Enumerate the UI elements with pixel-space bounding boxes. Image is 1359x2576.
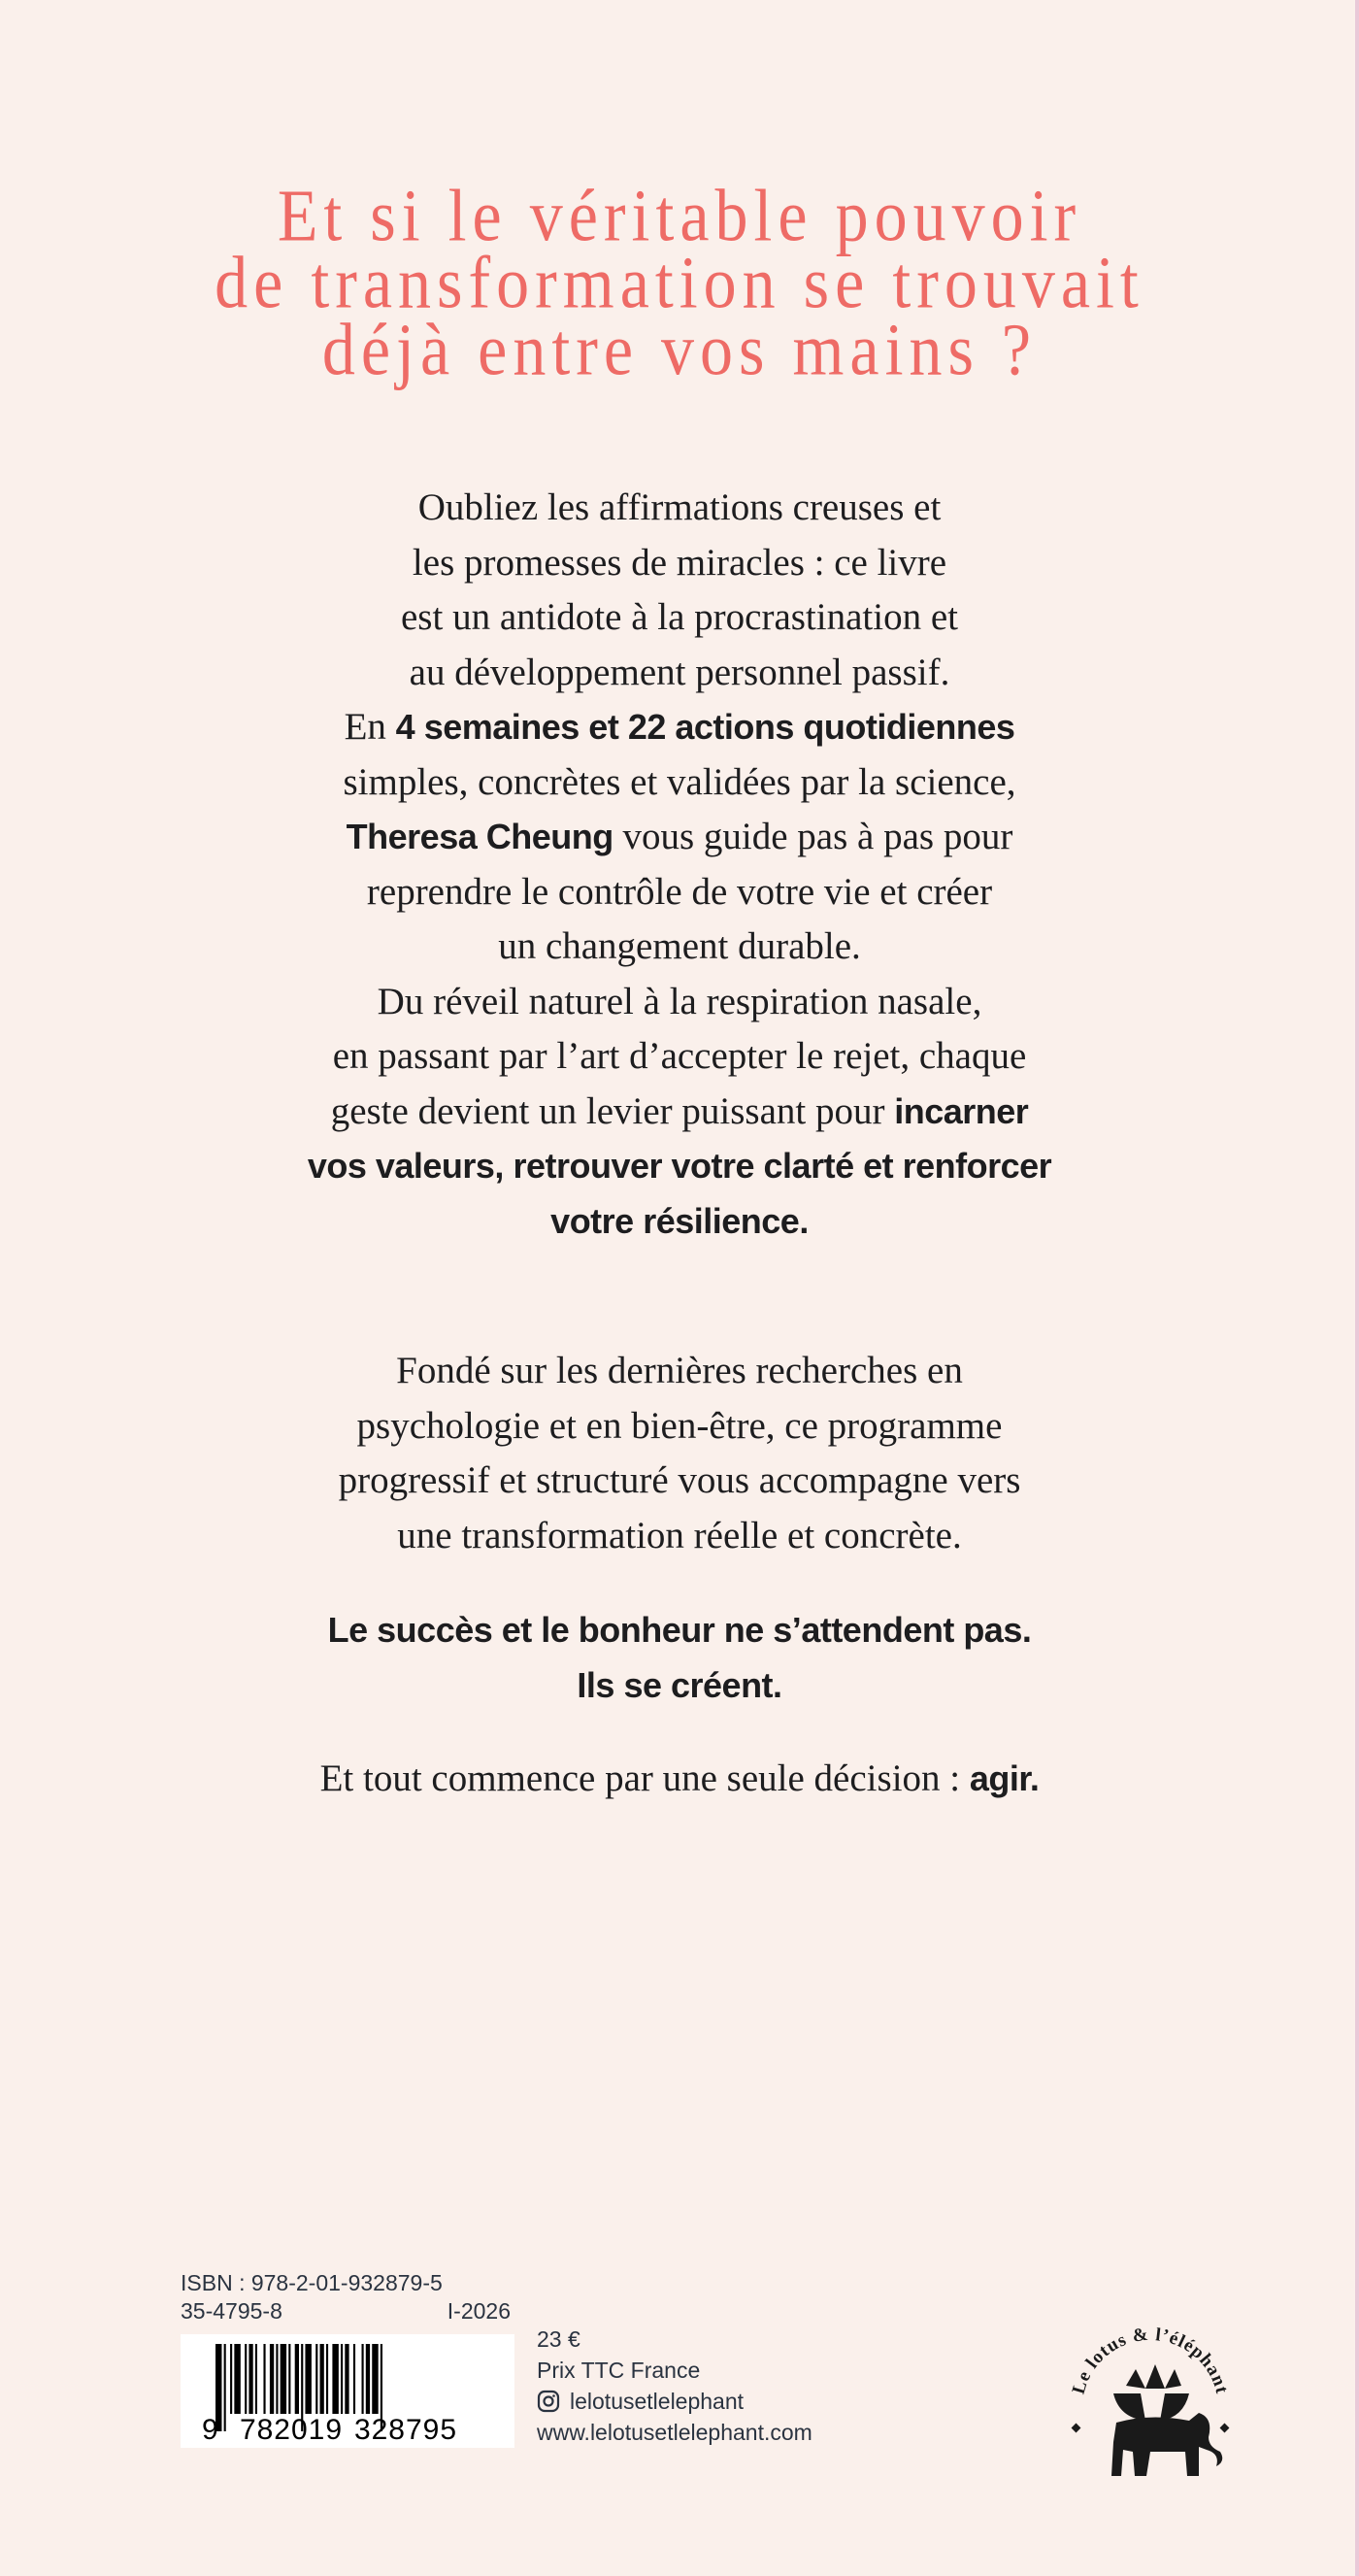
barcode-bar [372, 2344, 378, 2414]
text: Et tout commence par une seule décision : [319, 1757, 970, 1799]
barcode-bar [281, 2344, 286, 2414]
text: vous guide pas à pas pour [613, 816, 1013, 857]
text-line: au développement personnel passif. [409, 651, 950, 693]
publisher-logo [1053, 2316, 1247, 2481]
barcode-bar [305, 2344, 311, 2414]
barcode-bar [249, 2344, 252, 2414]
edition-code: I-2026 [447, 2298, 511, 2324]
text-line: une transformation réelle et concrète. [397, 1514, 962, 1556]
text-line [0, 1085, 1359, 1140]
text: geste devient un levier puissant pour [330, 1089, 895, 1132]
text-line [0, 810, 1359, 865]
isbn: ISBN : 978-2-01-932879-5 [181, 2270, 443, 2295]
headline-line: déjà entre vos mains ? [321, 308, 1038, 391]
barcode-bar [276, 2344, 278, 2414]
price: 23 € [537, 2326, 580, 2352]
barcode-bar [270, 2344, 274, 2414]
barcode-bar [366, 2344, 370, 2414]
text-line [0, 1194, 1359, 1250]
text-line: psychologie et en bien-être, ce programme [356, 1404, 1003, 1447]
barcode [181, 2334, 514, 2448]
text-line: Le succès et le bonheur ne s’attendent pas. [327, 1610, 1032, 1650]
barcode-bar [234, 2344, 240, 2414]
instagram-handle[interactable] [537, 2386, 812, 2417]
barcode-bar [255, 2344, 257, 2414]
text-line: reprendre le contrôle de votre vie et créer [366, 870, 993, 913]
barcode-bar [263, 2344, 265, 2414]
text-line: Ils se créent. [577, 1664, 782, 1705]
closing-line [0, 1752, 1359, 1807]
text-line: simples, concrètes et validées par la science, [343, 760, 1016, 803]
headline-line: de transformation se trouvait [215, 241, 1144, 324]
barcode-bar [345, 2344, 348, 2414]
text-line: Oubliez les affirmations creuses et [417, 486, 942, 528]
barcode-bar [332, 2344, 338, 2414]
price-block [537, 2324, 812, 2448]
text-line: est un antidote à la procrastination et [401, 596, 958, 638]
barcode-bar [295, 2344, 299, 2414]
text-line: progressif et structuré vous accompagne vers [338, 1459, 1021, 1501]
author-name: Theresa Cheung [346, 817, 613, 856]
barcode-bar [320, 2344, 324, 2414]
text-line: un changement durable. [498, 925, 861, 967]
bold-text: 4 semaines et 22 actions quotidiennes [395, 707, 1015, 747]
barcode-bar [315, 2344, 317, 2414]
headline [0, 174, 1359, 391]
price-note: Prix TTC France [537, 2358, 701, 2383]
bold-text: votre résilience. [550, 1200, 809, 1241]
blurb-paragraph-1 [0, 481, 1359, 1249]
isbn-block [181, 2269, 511, 2325]
barcode-digits: 9 [202, 2414, 219, 2446]
text-line: Fondé sur les dernières recherches en [396, 1350, 963, 1391]
instagram-text: lelotusetlelephant [570, 2389, 745, 2414]
barcode-digits: 328795 [353, 2414, 458, 2446]
website-link[interactable]: www.lelotusetlelephant.com [537, 2420, 812, 2445]
blurb-paragraph-2 [0, 1344, 1359, 1563]
product-code: 35-4795-8 [181, 2298, 282, 2324]
text: En [344, 706, 396, 748]
text-line: Du réveil naturel à la respiration nasale, [377, 980, 982, 1022]
barcode-bar [245, 2344, 247, 2414]
barcode-bar [230, 2344, 232, 2414]
barcode-bar [326, 2344, 328, 2414]
bold-text: vos valeurs, retrouver votre clarté et renforcer [307, 1146, 1052, 1186]
barcode-bar [224, 2344, 226, 2431]
tagline [0, 1603, 1359, 1713]
barcode-bars [181, 2334, 514, 2448]
barcode-bar [362, 2344, 364, 2414]
barcode-digits: 782019 [239, 2414, 344, 2446]
barcode-bar [288, 2344, 290, 2414]
text-line: en passant par l’art d’accepter le rejet, chaque [332, 1035, 1027, 1077]
bold-text: agir. [969, 1758, 1040, 1798]
text-line: les promesses de miracles : ce livre [412, 541, 947, 584]
instagram-icon [537, 2390, 560, 2413]
bold-text: incarner [894, 1090, 1029, 1131]
barcode-bar [341, 2344, 343, 2414]
barcode-bar [353, 2344, 355, 2414]
svg-text:Le lotus & l’éléphant: Le lotus & l’éléphant [1068, 2324, 1233, 2397]
text-line [0, 700, 1359, 755]
headline-line: Et si le véritable pouvoir [277, 174, 1082, 257]
text-line [0, 1139, 1359, 1194]
